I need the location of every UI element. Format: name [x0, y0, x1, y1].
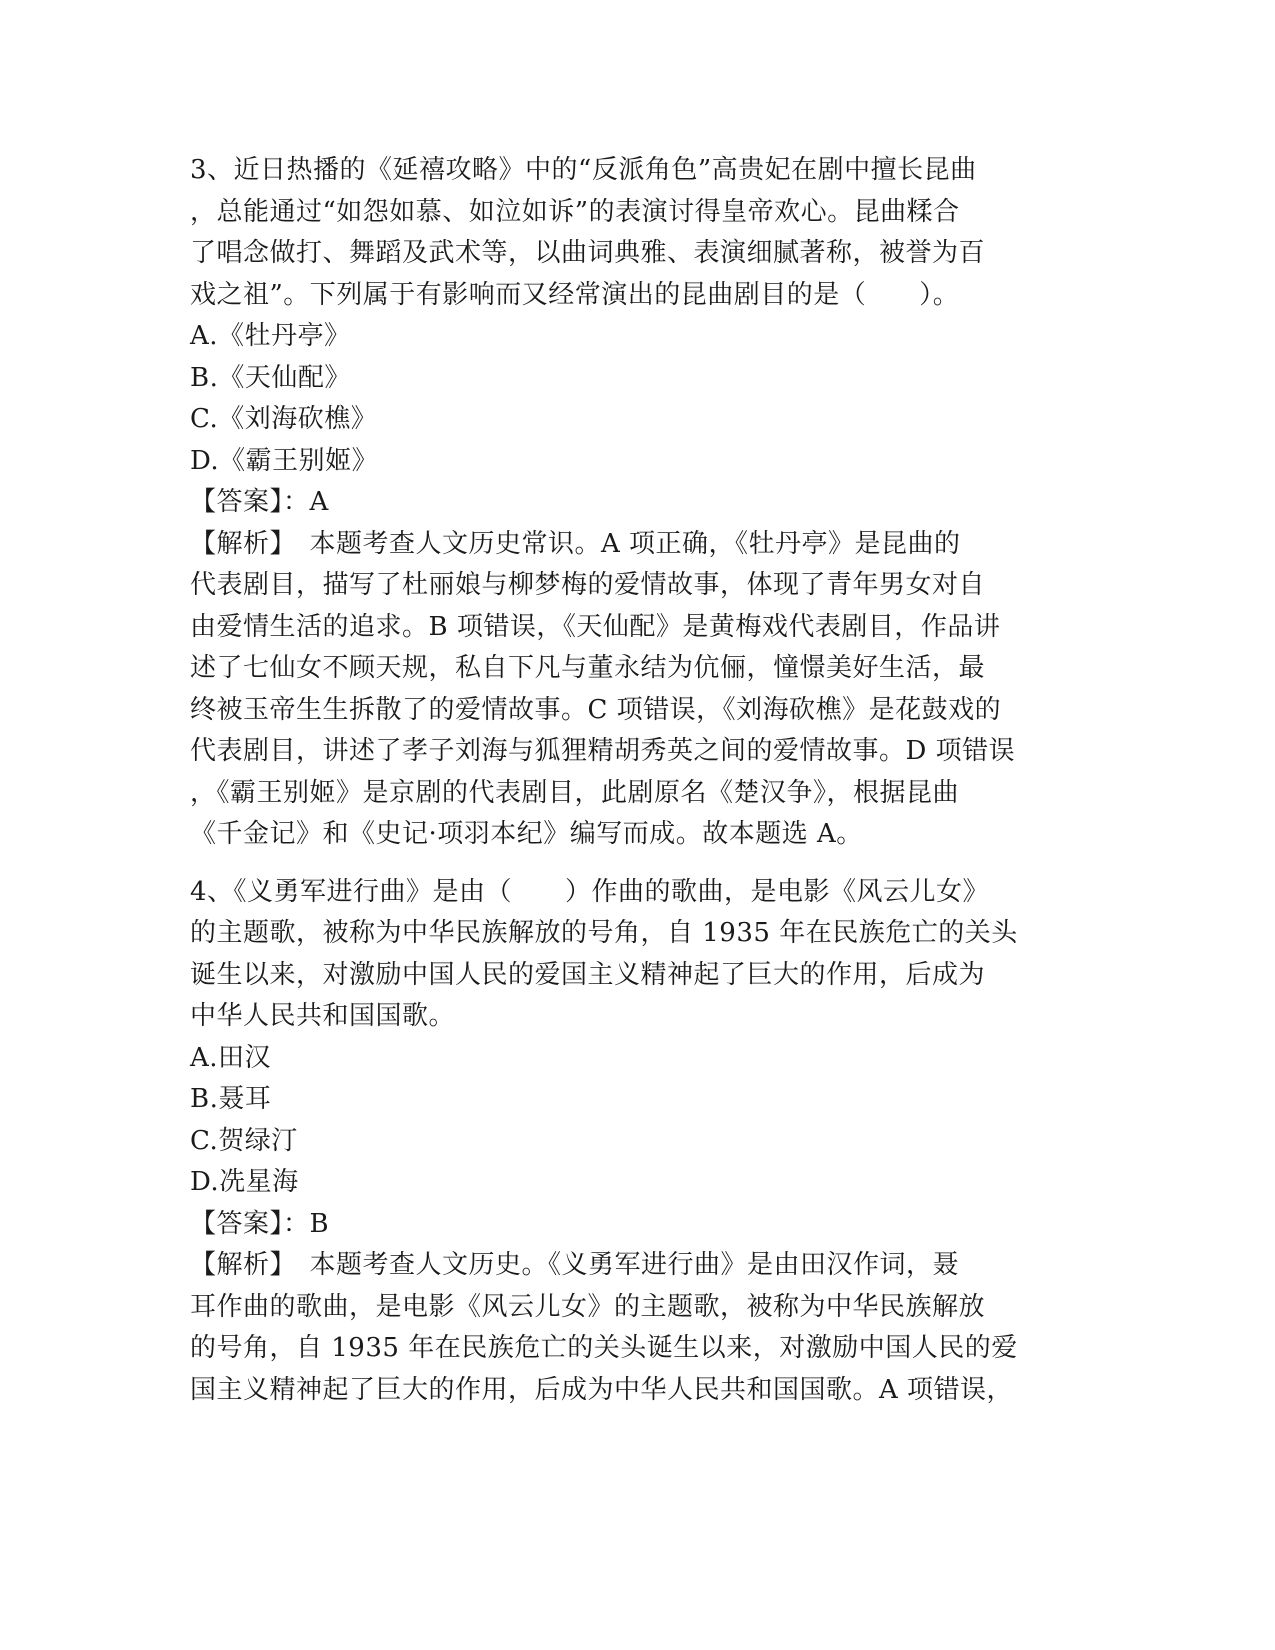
analysis-line: 国主义精神起了巨大的作用，后成为中华人民共和国国歌。A 项错误，: [190, 1374, 1014, 1405]
option-d: D.《霸王别姬》: [190, 445, 379, 476]
analysis-line: 【解析】 本题考查人文历史。《义勇军进行曲》是由田汉作词，聂: [190, 1250, 960, 1280]
document-page: [190, 150, 1080, 1411]
question-stem-line: 了唱念做打、舞蹈及武术等，以曲词典雅、表演细腻著称，被誉为百: [190, 238, 986, 268]
analysis-line: 耳作曲的歌曲，是电影《风云儿女》的主题歌，被称为中华民族解放: [190, 1291, 986, 1322]
question-3: [190, 150, 1080, 856]
question-stem-line: ，总能通过“如怨如慕、如泣如诉”的表演讨得皇帝欢心。昆曲糅合: [190, 196, 960, 227]
question-stem-line: 4、《义勇军进行曲》是由（ ）作曲的歌曲，是电影《风云儿女》: [190, 876, 990, 907]
question-stem-line: 诞生以来，对激励中国人民的爱国主义精神起了巨大的作用，后成为: [190, 959, 986, 990]
option-a: A.《牡丹亭》: [190, 321, 351, 351]
analysis-line: 终被玉帝生生拆散了的爱情故事。C 项错误，《刘海砍樵》是花鼓戏的: [190, 694, 1002, 725]
question-spacer: [190, 856, 1080, 872]
option-c: C.贺绿汀: [190, 1125, 298, 1156]
analysis-line: 由爱情生活的追求。B 项错误，《天仙配》是黄梅戏代表剧目，作品讲: [190, 611, 1001, 642]
option-d: D.冼星海: [190, 1167, 299, 1197]
analysis-line: 【解析】 本题考查人文历史常识。A 项正确，《牡丹亭》是昆曲的: [190, 528, 961, 559]
analysis-line: 的号角，自 1935 年在民族危亡的关头诞生以来，对激励中国人民的爱: [190, 1333, 1018, 1363]
analysis-line: ，《霸王别姬》是京剧的代表剧目，此剧原名《楚汉争》，根据昆曲: [190, 777, 960, 808]
analysis-line: 代表剧目，讲述了孝子刘海与狐狸精胡秀英之间的爱情故事。D 项错误: [190, 736, 1016, 766]
question-stem-line: 3、近日热播的《延禧攻略》中的“反派角色”高贵妃在剧中擅长昆曲: [190, 155, 977, 185]
question-stem-line: 中华人民共和国国歌。: [190, 1001, 456, 1031]
question-stem-line: 的主题歌，被称为中华民族解放的号角，自 1935 年在民族危亡的关头: [190, 918, 1018, 948]
question-4: [190, 872, 1080, 1412]
analysis-line: 《千金记》和《史记·项羽本纪》编写而成。故本题选 A。: [190, 819, 863, 849]
analysis-line: 代表剧目，描写了杜丽娘与柳梦梅的爱情故事，体现了青年男女对自: [190, 570, 986, 600]
question-stem-line: 戏之祖”。下列属于有影响而又经常演出的昆曲剧目的是（ ）。: [190, 279, 960, 310]
option-c: C.《刘海砍樵》: [190, 404, 378, 434]
option-b: B.聂耳: [190, 1084, 272, 1114]
answer-line: 【答案】：B: [190, 1208, 330, 1239]
answer-line: 【答案】：A: [190, 487, 329, 517]
option-a: A.田汉: [190, 1042, 272, 1073]
option-b: B.《天仙配》: [190, 362, 351, 393]
analysis-line: 述了七仙女不顾天规，私自下凡与董永结为伉俪，憧憬美好生活，最: [190, 653, 986, 683]
